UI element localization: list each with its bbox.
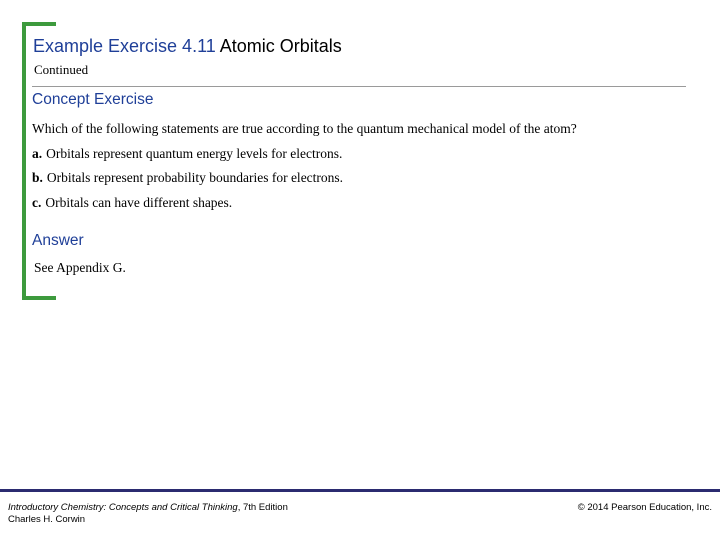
question-text: Which of the following statements are true according to the quantum mechanical model of the atom?: [32, 121, 577, 136]
option-a-letter: a.: [32, 146, 43, 161]
divider: [32, 86, 686, 87]
title-number: Example Exercise 4.11: [33, 36, 216, 56]
copyright-notice: © 2014 Pearson Education, Inc.: [577, 502, 712, 513]
footer-bar: [0, 489, 720, 492]
option-b: [32, 170, 343, 186]
concept-exercise-heading: Concept Exercise: [32, 91, 154, 108]
option-a-text: Orbitals represent quantum energy levels for electrons.: [46, 146, 343, 161]
book-edition: , 7th Edition: [237, 502, 288, 513]
option-c-letter: c.: [32, 195, 42, 210]
slide-title: [33, 36, 342, 57]
option-a: [32, 146, 342, 162]
footer-citation: [8, 502, 288, 526]
book-title: Introductory Chemistry: Concepts and Critical Thinking: [8, 502, 238, 513]
option-b-text: Orbitals represent probability boundaries for electrons.: [46, 170, 344, 185]
option-c-text: Orbitals can have different shapes.: [45, 195, 233, 210]
option-b-letter: b.: [32, 170, 43, 185]
title-topic: Atomic Orbitals: [219, 36, 342, 56]
answer-text: See Appendix G.: [34, 260, 126, 275]
option-c: [32, 195, 232, 211]
continued-label: Continued: [34, 62, 89, 77]
answer-heading: Answer: [32, 232, 84, 249]
book-author: Charles H. Corwin: [8, 514, 86, 525]
